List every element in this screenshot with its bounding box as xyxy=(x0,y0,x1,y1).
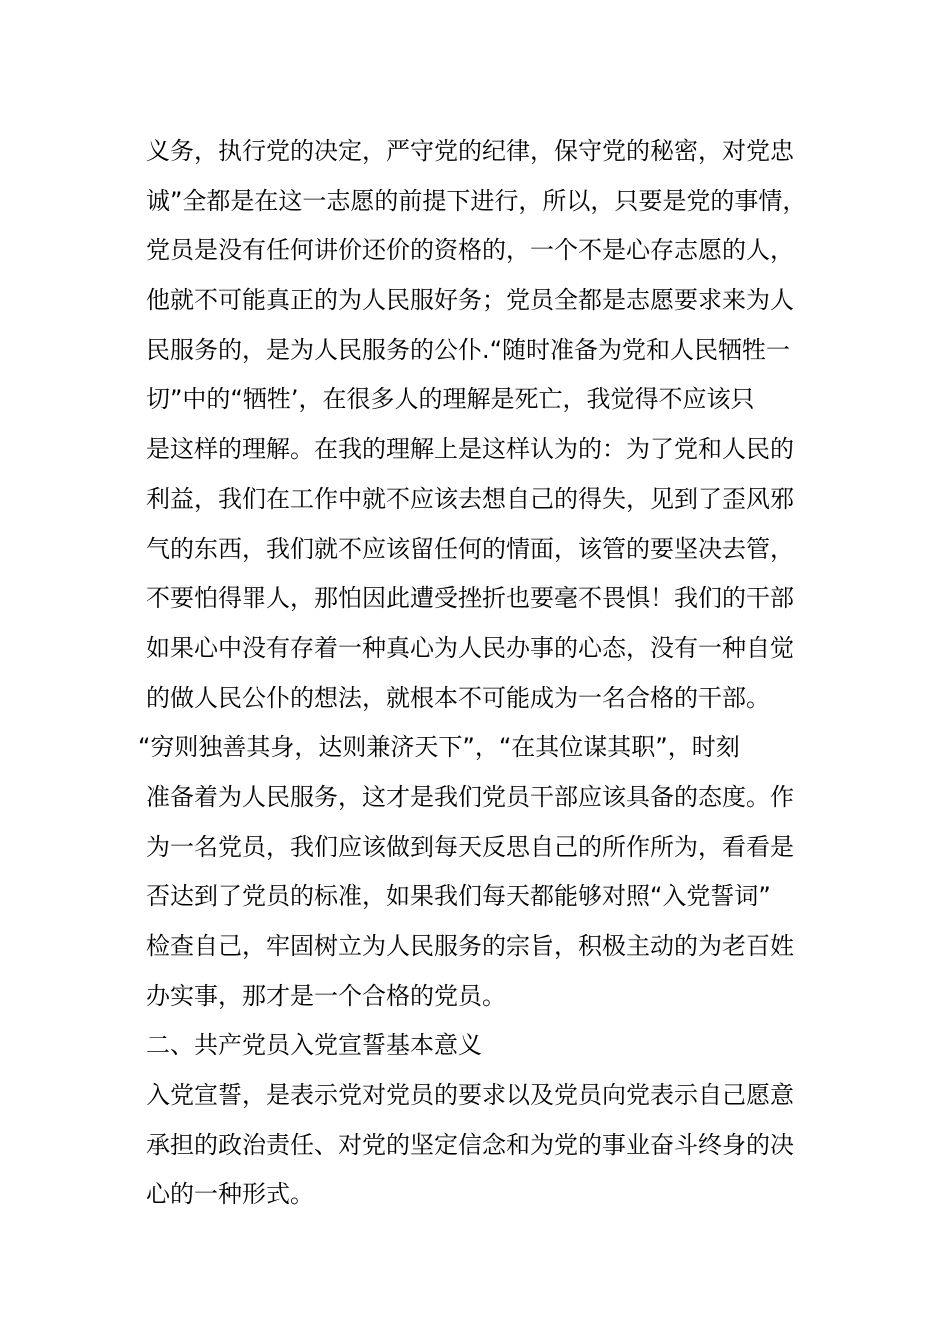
section-heading: 二、共产党员入党宣誓基本意义 xyxy=(146,1031,482,1060)
text-line: 他就不可能真正的为人民服好务；党员全都是志愿要求来为人 xyxy=(146,286,794,315)
text-line: 气的东西，我们就不应该留任何的情面，该管的要坚决去管， xyxy=(146,534,794,563)
text-line: 承担的政治责任、对党的坚定信念和为党的事业奋斗终身的决 xyxy=(146,1130,794,1159)
text-line: 不要怕得罪人，那怕因此遭受挫折也要毫不畏惧！我们的干部 xyxy=(146,584,794,613)
text-line: 民服务的，是为人民服务的公仆.“随时准备为党和人民牺牲一 xyxy=(146,335,791,364)
text-line: “穷则独善其身，达则兼济天下”，“在其位谋其职”，时刻 xyxy=(138,733,740,762)
body-text xyxy=(138,127,826,1220)
text-line: 党员是没有任何讲价还价的资格的，一个不是心存志愿的人， xyxy=(146,236,794,265)
text-line: 如果心中没有存着一种真心为人民办事的心态，没有一种自觉 xyxy=(146,633,794,662)
text-line: 是这样的理解。在我的理解上是这样认为的：为了党和人民的 xyxy=(146,435,794,464)
text-line: 入党宣誓，是表示党对党员的要求以及党员向党表示自己愿意 xyxy=(146,1081,794,1110)
text-line: 利益，我们在工作中就不应该去想自己的得失，见到了歪风邪 xyxy=(146,484,794,513)
text-line: 心的一种形式。 xyxy=(146,1180,314,1209)
text-line: 为一名党员，我们应该做到每天反思自己的所作所为，看看是 xyxy=(146,832,794,861)
text-line: 义务，执行党的决定，严守党的纪律，保守党的秘密，对党忠 xyxy=(146,137,794,165)
text-line: 办实事，那才是一个合格的党员。 xyxy=(146,981,506,1010)
text-line: 的做人民公仆的想法，就根本不可能成为一名合格的干部。 xyxy=(146,683,770,712)
text-line: 检查自己，牢固树立为人民服务的宗旨，积极主动的为老百姓 xyxy=(146,932,794,960)
text-line: 切”中的“牺牲’，在很多人的理解是死亡，我觉得不应该只 xyxy=(146,385,755,414)
text-line: 否达到了党员的标准，如果我们每天都能够对照“入党誓词” xyxy=(146,882,771,911)
text-line: 准备着为人民服务，这才是我们党员干部应该具备的态度。作 xyxy=(146,782,794,811)
text-line: 诚”全都是在这一志愿的前提下进行，所以，只要是党的事情， xyxy=(146,186,807,215)
